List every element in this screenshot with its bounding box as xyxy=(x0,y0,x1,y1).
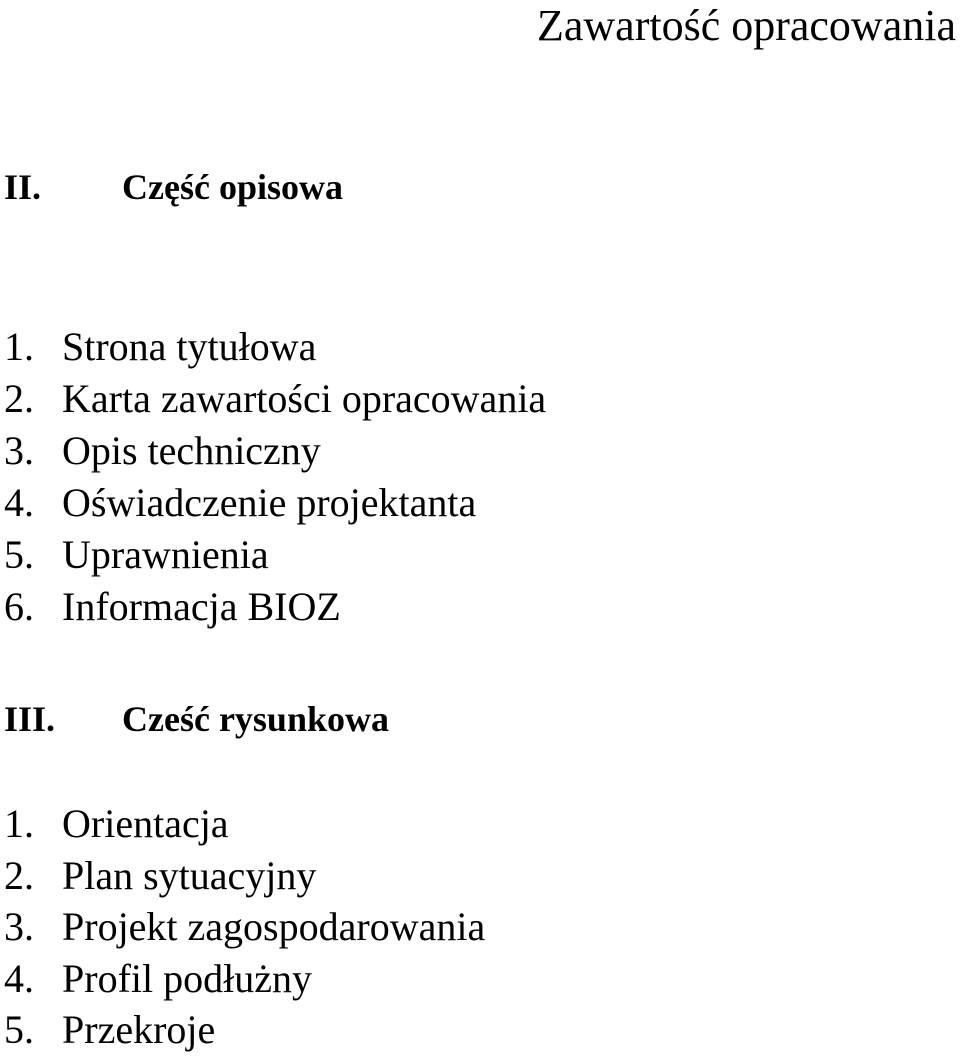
item-label: Przekroje xyxy=(62,1007,216,1052)
item-number: 6. xyxy=(4,584,34,629)
item-label: Projekt zagospodarowania xyxy=(62,904,486,949)
section-numeral: III. xyxy=(4,699,56,739)
document-title: Zawartość opracowania xyxy=(536,1,956,50)
item-number: 4. xyxy=(4,480,34,525)
item-number: 2. xyxy=(4,376,34,421)
section-numeral: II. xyxy=(4,167,42,207)
item-number: 5. xyxy=(4,1007,34,1052)
item-number: 5. xyxy=(4,532,34,577)
list-item xyxy=(4,1004,485,1056)
list-item xyxy=(4,901,485,953)
item-number: 1. xyxy=(4,801,34,846)
item-label: Uprawnienia xyxy=(62,532,269,577)
item-number: 3. xyxy=(4,904,34,949)
item-label: Profil podłużny xyxy=(62,955,312,1001)
section-items-rysunkowa xyxy=(4,798,485,1056)
item-number: 4. xyxy=(4,955,34,1001)
item-number: 2. xyxy=(4,852,34,898)
item-label: Orientacja xyxy=(62,801,229,846)
item-label: Karta zawartości opracowania xyxy=(62,376,547,421)
item-label: Strona tytułowa xyxy=(62,324,317,369)
list-item xyxy=(4,850,485,902)
list-item xyxy=(4,373,546,425)
list-item xyxy=(4,425,546,477)
item-label: Informacja BIOZ xyxy=(62,584,341,629)
item-label: Oświadczenie projektanta xyxy=(62,480,477,525)
list-item xyxy=(4,477,546,529)
section-title: Cześć rysunkowa xyxy=(122,699,389,739)
section-items-opisowa xyxy=(4,321,546,633)
list-item xyxy=(4,529,546,581)
item-label: Opis techniczny xyxy=(62,428,321,473)
section-title: Część opisowa xyxy=(122,167,343,207)
item-number: 1. xyxy=(4,324,34,369)
list-item xyxy=(4,953,485,1005)
list-item xyxy=(4,798,485,850)
list-item xyxy=(4,581,546,633)
item-number: 3. xyxy=(4,428,34,473)
item-label: Plan sytuacyjny xyxy=(62,852,317,898)
list-item xyxy=(4,321,546,373)
